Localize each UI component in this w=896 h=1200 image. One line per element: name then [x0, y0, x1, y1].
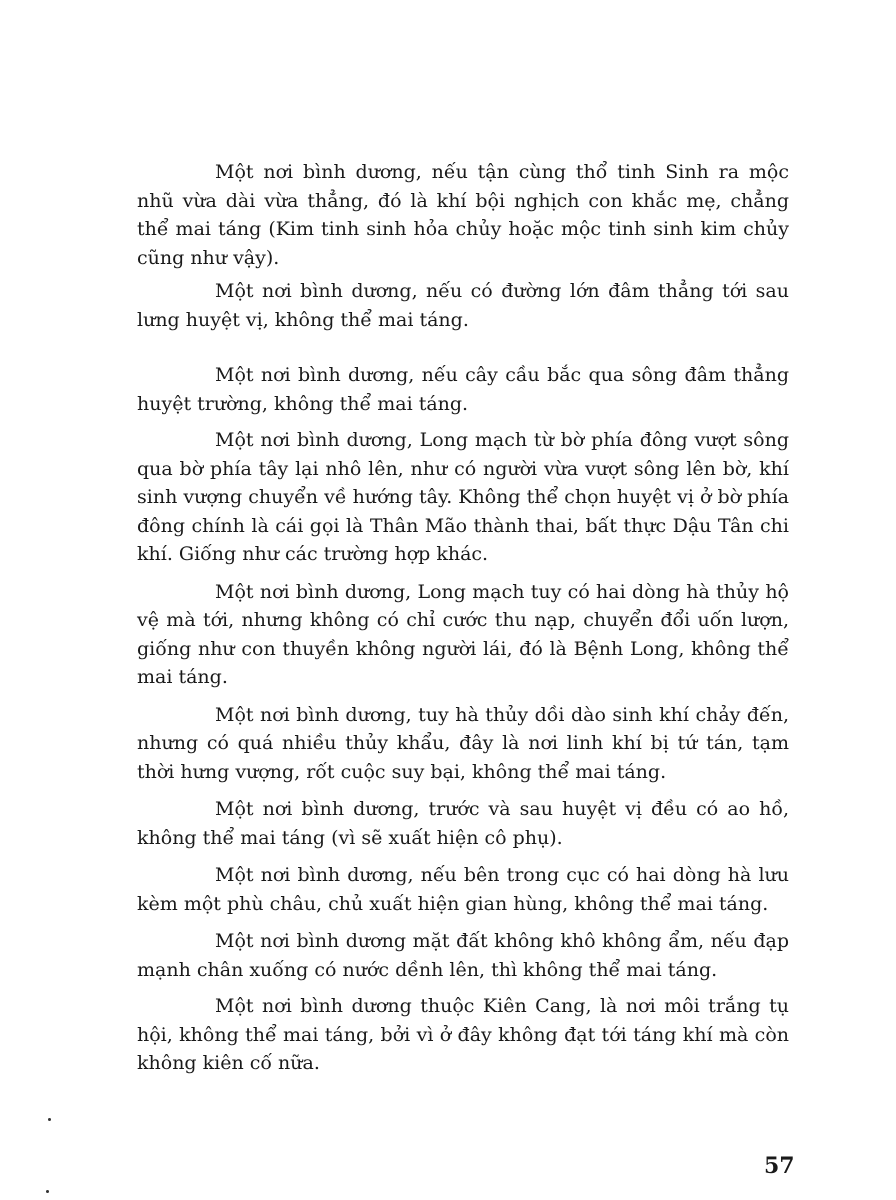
paragraph-9: Một nơi bình dương mặt đất không khô không ẩm, nếu đạp mạnh chân xuống có nước dềnh lên, thì không thể mai táng. [137, 930, 789, 981]
paragraph-10: Một nơi bình dương thuộc Kiên Cang, là nơi môi trắng tụ hội, không thể mai táng, bởi vì ở đây không đạt tới táng khí mà còn không kiên cố nữa. [137, 995, 789, 1074]
scan-speck [48, 1118, 51, 1121]
scan-speck [46, 1190, 49, 1193]
paragraph-8: Một nơi bình dương, nếu bên trong cục có hai dòng hà lưu kèm một phù châu, chủ xuất hiện gian hùng, không thể mai táng. [137, 864, 789, 915]
paragraph-7: Một nơi bình dương, trước và sau huyệt vị đều có ao hồ, không thể mai táng (vì sẽ xuất hiện cô phụ). [137, 798, 789, 849]
paragraph-2: Một nơi bình dương, nếu có đường lớn đâm thẳng tới sau lưng huyệt vị, không thể mai táng. [137, 280, 789, 331]
paragraph-4: Một nơi bình dương, Long mạch từ bờ phía đông vượt sông qua bờ phía tây lại nhô lên, như có người vừa vượt sông lên bờ, khí sinh vượng chuyển về hướng tây. Không thể chọn huyệt vị ở bờ phía đông chính là cái gọi là Thân Mão thành thai, bất thực Dậu Tân chi khí. Giống như các trường hợp khác. [137, 429, 789, 565]
paragraph-3: Một nơi bình dương, nếu cây cầu bắc qua sông đâm thẳng huyệt trường, không thể mai táng. [137, 364, 789, 415]
page-number: 57 [764, 1153, 795, 1179]
paragraph-1: Một nơi bình dương, nếu tận cùng thổ tinh Sinh ra mộc nhũ vừa dài vừa thẳng, đó là khí bội nghịch con khắc mẹ, chẳng thể mai táng (Kim tinh sinh hỏa chủy hoặc mộc tinh sinh kim chủy cũng như vậy). [137, 161, 789, 269]
paragraph-5: Một nơi bình dương, Long mạch tuy có hai dòng hà thủy hộ vệ mà tới, nhưng không có chỉ cước thu nạp, chuyển đổi uốn lượn, giống như con thuyền không người lái, đó là Bệnh Long, không thể mai táng. [137, 580, 789, 688]
body-text [137, 158, 789, 1078]
paragraph-6: Một nơi bình dương, tuy hà thủy dồi dào sinh khí chảy đến, nhưng có quá nhiều thủy khẩu, đây là nơi linh khí bị tứ tán, tạm thời hưng vượng, rốt cuộc suy bại, không thể mai táng. [137, 703, 789, 783]
